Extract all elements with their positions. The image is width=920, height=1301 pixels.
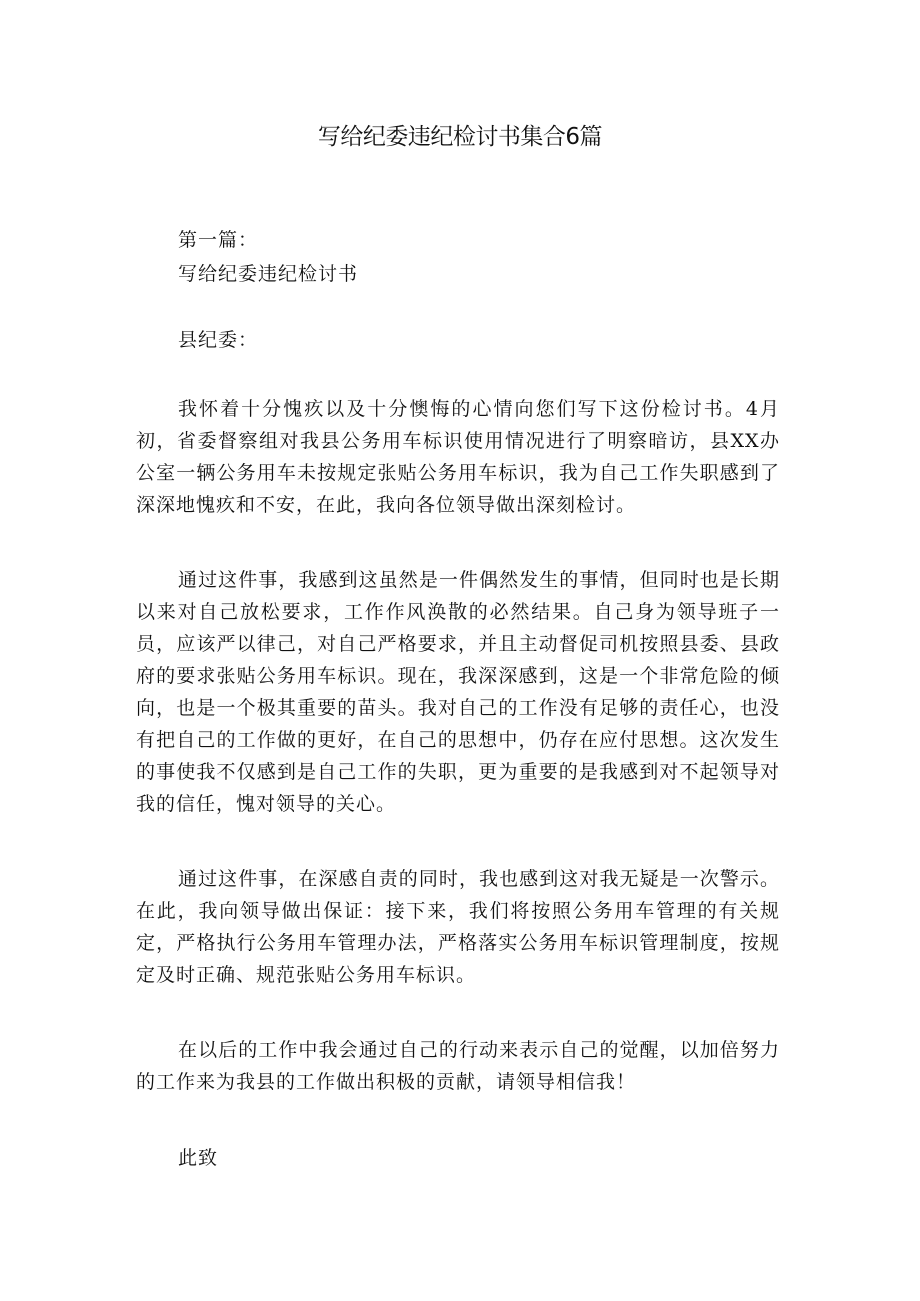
closing: 此致 (178, 1147, 219, 1169)
paragraph-1: 我怀着十分愧疚以及十分懊悔的心情向您们写下这份检讨书。4月初，省委督察组对我县公务用车标识使用情况进行了明察暗访，县XX办公室一辆公务用车未按规定张贴公务用车标识，我为自己工作失职感到了深深地愧疚和不安，在此，我向各位领导做出深刻检讨。 (136, 398, 780, 516)
section-heading: 第一篇： (178, 229, 259, 251)
paragraph-4: 在以后的工作中我会通过自己的行动来表示自己的觉醒，以加倍努力的工作来为我县的工作做出积极的贡献，请领导相信我！ (136, 1039, 780, 1093)
paragraph-3: 通过这件事，在深感自责的同时，我也感到这对我无疑是一次警示。在此，我向领导做出保证：接下来，我们将按照公务用车管理的有关规定，严格执行公务用车管理办法，严格落实公务用车标识管理制度，按规定及时正确、规范张贴公务用车标识。 (136, 868, 780, 986)
salutation: 县纪委： (178, 329, 259, 351)
paragraph-2: 通过这件事，我感到这虽然是一件偶然发生的事情，但同时也是长期以来对自己放松要求，工作作风涣散的必然结果。自己身为领导班子一员，应该严以律己，对自己严格要求，并且主动督促司机按照县委、县政府的要求张贴公务用车标识。现在，我深深感到，这是一个非常危险的倾向，也是一个极其重要的苗头。我对自己的工作没有足够的责任心，也没有把自己的工作做的更好，在自己的思想中，仍存在应付思想。这次发生的事使我不仅感到是自己工作的失职，更为重要的是我感到对不起领导对我的信任，愧对领导的关心。 (136, 569, 780, 815)
section-title: 写给纪委违纪检讨书 (178, 263, 359, 285)
document-title: 写给纪委违纪检讨书集合6篇 (317, 124, 603, 150)
